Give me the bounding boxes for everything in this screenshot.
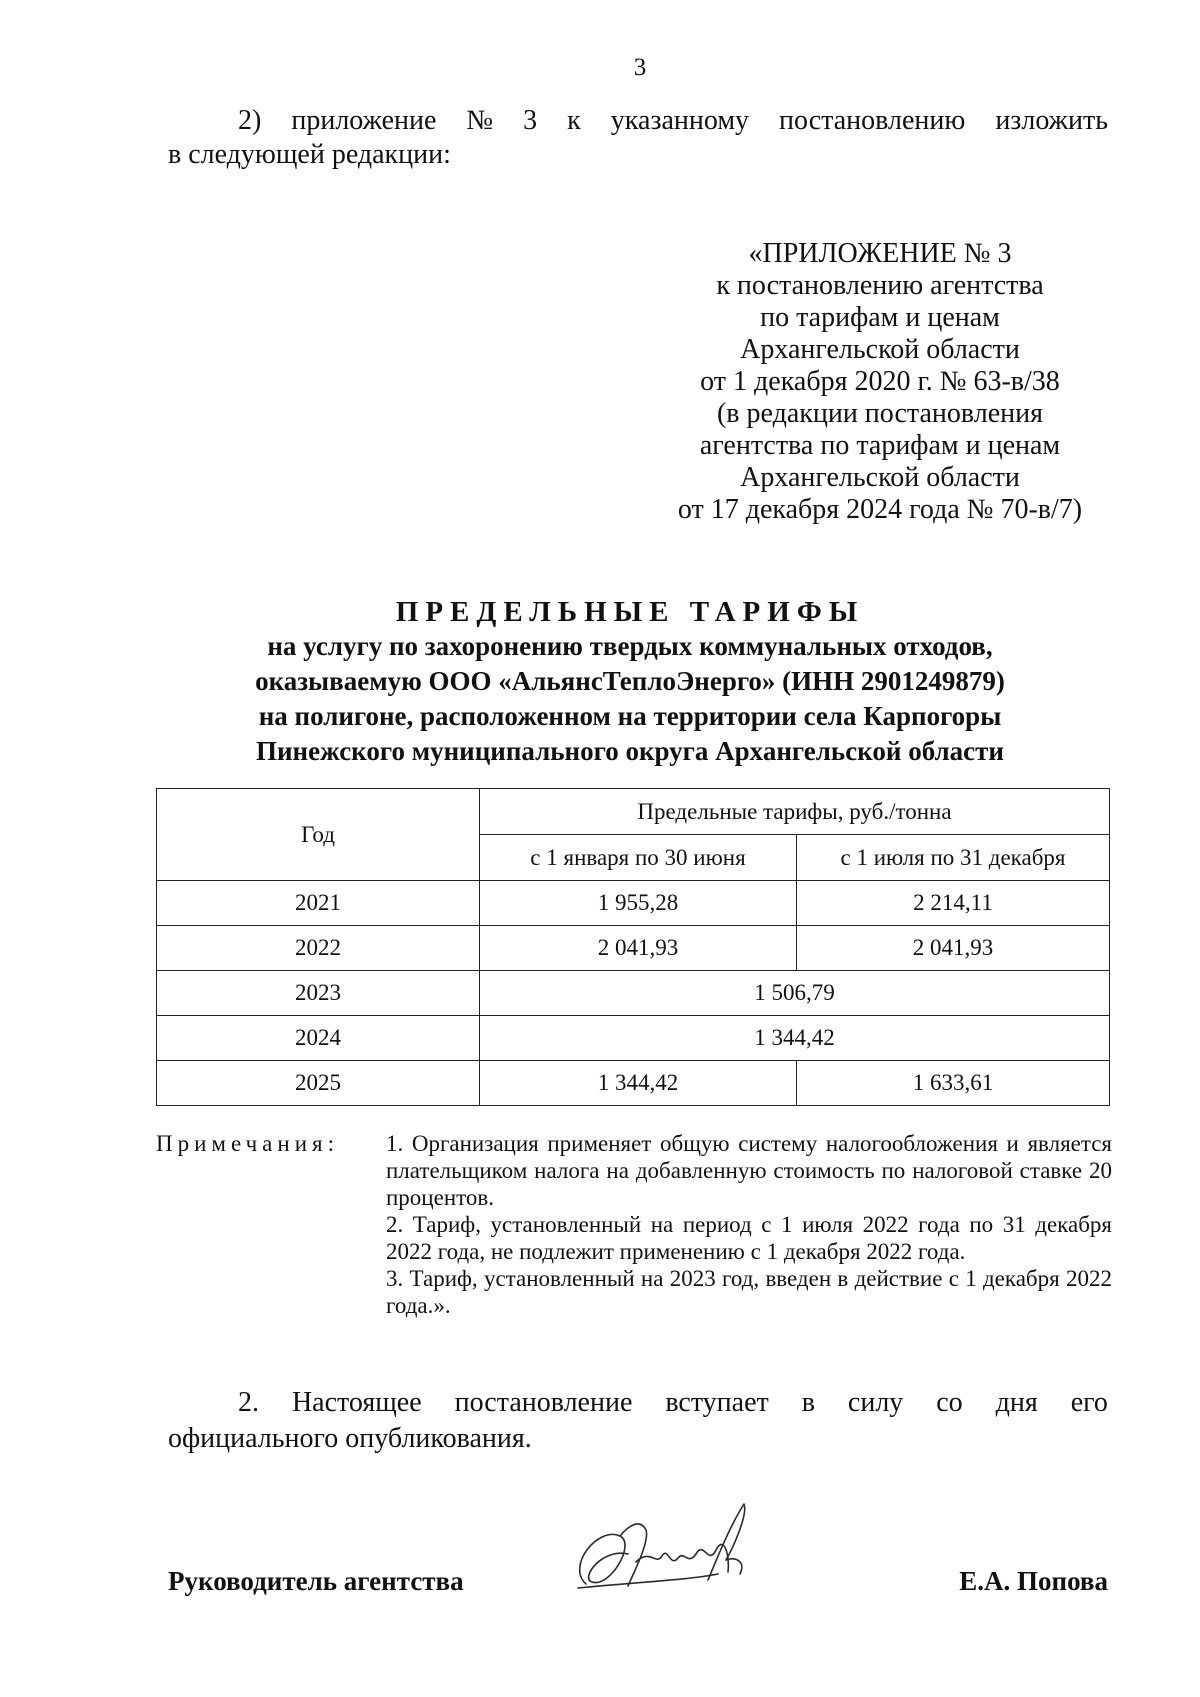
page-number: 3 bbox=[633, 54, 647, 81]
note-item: 1. Организация применяет общую систему налогообложения и является плательщиком налога на добавленную стоимость по налоговой ставке 20 процентов. bbox=[386, 1131, 1112, 1210]
appendix-line: (в редакции постановления bbox=[716, 398, 1044, 429]
subtitle-line: на услугу по захоронению твердых коммунальных отходов, bbox=[267, 631, 993, 661]
handwritten-signature bbox=[558, 1496, 758, 1606]
table-row bbox=[157, 971, 1110, 1016]
appendix-line: Архангельской области bbox=[740, 334, 1020, 365]
cell-tariff-h2: 1 633,61 bbox=[797, 1061, 1110, 1106]
intro-paragraph bbox=[168, 104, 1108, 172]
intro-word: постановлению bbox=[779, 105, 966, 136]
table-header-row bbox=[157, 789, 1110, 835]
closing-word: силу bbox=[847, 1387, 904, 1418]
cell-tariff-h2: 2 214,11 bbox=[797, 881, 1110, 926]
table-row bbox=[157, 881, 1110, 926]
table-row bbox=[157, 1061, 1110, 1106]
subtitle-line: на полигоне, расположенном на территории села Карпогоры bbox=[258, 701, 1002, 731]
table-row bbox=[157, 926, 1110, 971]
intro-word: № bbox=[466, 105, 494, 136]
table-row bbox=[157, 1016, 1110, 1061]
notes-list bbox=[386, 1130, 1112, 1319]
closing-word: дня bbox=[995, 1387, 1038, 1418]
closing-word: его bbox=[1070, 1387, 1108, 1418]
appendix-line: от 17 декабря 2024 года № 70-в/7) bbox=[677, 494, 1083, 525]
intro-word: к bbox=[567, 105, 581, 136]
cell-year: 2022 bbox=[157, 926, 480, 971]
intro-word: 2) bbox=[238, 105, 262, 136]
note-item: 2. Тариф, установленный на период с 1 июля 2022 года по 31 декабря 2022 года, не подлежит применению с 1 декабря 2022 года. bbox=[386, 1212, 1112, 1264]
appendix-line: агентства по тарифам и ценам bbox=[699, 430, 1061, 461]
note-item: 3. Тариф, установленный на 2023 год, введен в действие с 1 декабря 2022 года.». bbox=[386, 1266, 1112, 1318]
closing-word: вступает bbox=[665, 1387, 769, 1418]
document-title bbox=[200, 595, 1060, 769]
closing-line-1 bbox=[168, 1385, 1108, 1421]
intro-word: 3 bbox=[523, 105, 538, 136]
header-period-1: с 1 января по 30 июня bbox=[480, 835, 797, 881]
appendix-line: по тарифам и ценам bbox=[760, 302, 1000, 333]
cell-year: 2025 bbox=[157, 1061, 480, 1106]
cell-year: 2021 bbox=[157, 881, 480, 926]
closing-word: 2. bbox=[238, 1387, 259, 1418]
intro-word: изложить bbox=[995, 105, 1108, 136]
appendix-line: Архангельской области bbox=[740, 462, 1020, 493]
cell-tariff-year: 1 506,79 bbox=[480, 971, 1110, 1016]
appendix-header bbox=[660, 238, 1100, 526]
notes-label: Примечания: bbox=[156, 1131, 339, 1156]
signatory-name: Е.А. Попова bbox=[959, 1566, 1108, 1596]
cell-year: 2024 bbox=[157, 1016, 480, 1061]
closing-word: Настоящее bbox=[291, 1387, 422, 1418]
intro-word: указанному bbox=[610, 105, 750, 136]
subtitle-line: оказываемую ООО «АльянсТеплоЭнерго» (ИНН 2901249879) bbox=[255, 666, 1005, 696]
intro-line-1 bbox=[168, 104, 1108, 138]
intro-word: приложение bbox=[291, 105, 437, 136]
closing-word: в bbox=[801, 1387, 815, 1418]
intro-line-2: в следующей редакции: bbox=[168, 139, 451, 170]
closing-word: постановление bbox=[454, 1387, 633, 1418]
tariffs-table bbox=[156, 788, 1110, 1106]
closing-paragraph bbox=[168, 1385, 1108, 1457]
appendix-line: «ПРИЛОЖЕНИЕ № 3 bbox=[748, 238, 1012, 269]
subtitle-line: Пинежского муниципального округа Архангельской области bbox=[256, 736, 1004, 766]
header-tariffs: Предельные тарифы, руб./тонна bbox=[480, 789, 1110, 835]
cell-tariff-h1: 2 041,93 bbox=[480, 926, 797, 971]
header-period-2: с 1 июля по 31 декабря bbox=[797, 835, 1110, 881]
closing-word: со bbox=[936, 1387, 963, 1418]
cell-tariff-year: 1 344,42 bbox=[480, 1016, 1110, 1061]
closing-line-2: официального опубликования. bbox=[168, 1423, 532, 1454]
signatory-title: Руководитель агентства bbox=[168, 1566, 464, 1596]
title-main: ПРЕДЕЛЬНЫЕ ТАРИФЫ bbox=[395, 596, 865, 628]
appendix-line: к постановлению агентства bbox=[716, 270, 1044, 301]
cell-tariff-h1: 1 344,42 bbox=[480, 1061, 797, 1106]
cell-tariff-h2: 2 041,93 bbox=[797, 926, 1110, 971]
header-year: Год bbox=[157, 789, 480, 881]
appendix-line: от 1 декабря 2020 г. № 63-в/38 bbox=[700, 366, 1060, 397]
signature-block bbox=[168, 1496, 1108, 1606]
cell-tariff-h1: 1 955,28 bbox=[480, 881, 797, 926]
cell-year: 2023 bbox=[157, 971, 480, 1016]
